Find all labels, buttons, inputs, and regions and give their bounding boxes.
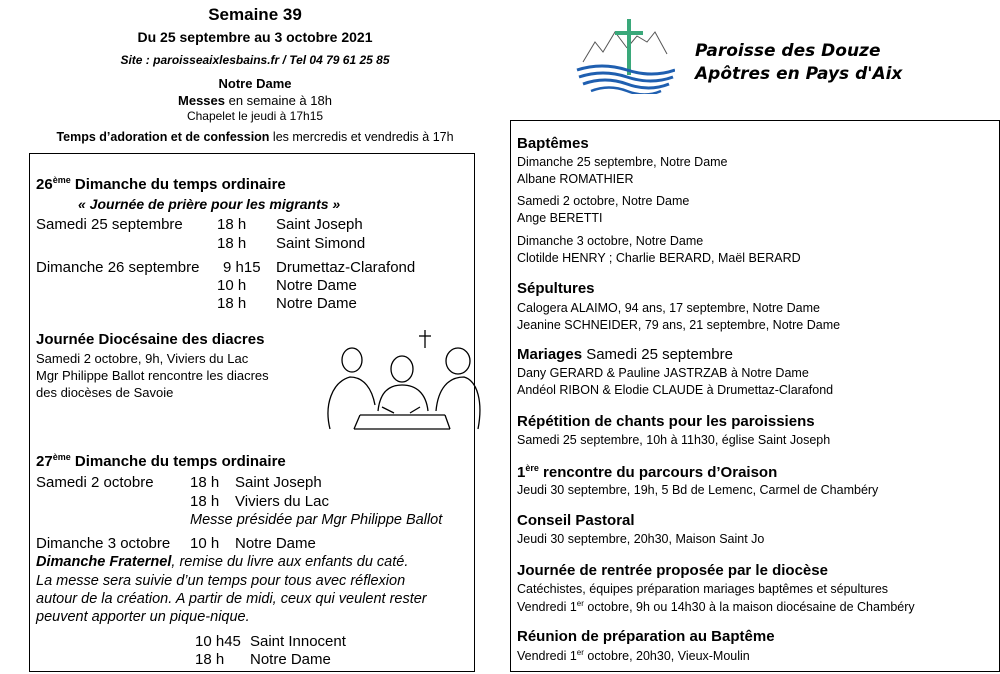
parish-logo-icon [575, 14, 675, 94]
baptemes-line: Samedi 2 octobre, Notre Dame [517, 194, 690, 208]
schedule-place: Saint Joseph [276, 216, 363, 233]
schedule-place: Notre Dame [250, 651, 331, 668]
sunday27-title [36, 452, 286, 470]
mariages-title [517, 346, 733, 363]
chants-line: Samedi 25 septembre, 10h à 11h30, église Saint Joseph [517, 433, 831, 447]
schedule-day: Dimanche 3 octobre [36, 535, 171, 552]
sunday26-sup: ème [52, 175, 71, 185]
oraison-sup: ère [525, 463, 539, 473]
chapelet-info: Chapelet le jeudi à 17h15 [186, 109, 324, 123]
rentree-sup: er [576, 599, 584, 608]
diacres-line: Mgr Philippe Ballot rencontre les diacres [36, 368, 269, 383]
rentree-line: Catéchistes, équipes préparation mariages baptêmes et sépultures [517, 582, 889, 596]
schedule-place: Notre Dame [235, 535, 316, 552]
week-dates: Du 25 septembre au 3 octobre 2021 [137, 29, 373, 45]
schedule-place: Saint Innocent [250, 633, 346, 650]
mass-schedule-box [29, 153, 475, 672]
schedule-time: 10 h [190, 535, 220, 552]
oraison-title [517, 463, 777, 481]
adoration-times: les mercredis et vendredis à 17h [269, 130, 454, 144]
diacres-title: Journée Diocésaine des diacres [36, 331, 265, 348]
sunday26-rest: Dimanche du temps ordinaire [70, 176, 286, 193]
chants-title: Répétition de chants pour les paroissiens [517, 413, 815, 430]
schedule-place: Viviers du Lac [235, 493, 329, 510]
sunday27-num: 27 [36, 453, 53, 470]
oraison-num: 1 [517, 464, 526, 481]
site-and-phone: Site : paroisseaixlesbains.fr / Tel 04 79 61 25 85 [120, 53, 390, 67]
sepultures-line: Jeanine SCHNEIDER, 79 ans, 21 septembre, Notre Dame [517, 318, 841, 332]
mariages-date: Samedi 25 septembre [582, 346, 733, 363]
schedule-time: 18 h [217, 235, 247, 252]
parish-name-line1: Paroisse des Douze [695, 41, 881, 61]
presided-note: Messe présidée par Mgr Philippe Ballot [190, 512, 443, 528]
parish-name [695, 40, 902, 86]
oraison-line: Jeudi 30 septembre, 19h, 5 Bd de Lemenc, Carmel de Chambéry [517, 483, 879, 497]
schedule-time: 10 h45 [195, 633, 241, 650]
sunday27-rest: Dimanche du temps ordinaire [70, 453, 286, 470]
sepultures-line: Calogera ALAIMO, 94 ans, 17 septembre, Notre Dame [517, 301, 820, 315]
schedule-time: 18 h [195, 651, 225, 668]
oraison-rest: rencontre du parcours d’Oraison [538, 464, 778, 481]
schedule-time: 10 h [217, 277, 247, 294]
schedule-day: Samedi 2 octobre [36, 474, 154, 491]
mariages-line: Andéol RIBON & Elodie CLAUDE à Drumettaz-Clarafond [517, 383, 834, 397]
diacres-line: Samedi 2 octobre, 9h, Viviers du Lac [36, 351, 249, 366]
baptemes-title: Baptêmes [517, 135, 589, 152]
messes-label: Messes [178, 93, 225, 108]
fraternel-label: Dimanche Fraternel [36, 554, 172, 570]
fraternel-line [36, 554, 408, 570]
mariages-label: Mariages [517, 346, 583, 363]
bapteme-prep-details: octobre, 20h30, Vieux-Moulin [583, 649, 750, 664]
diacres-line: des diocèses de Savoie [36, 385, 174, 400]
schedule-time: 18 h [217, 295, 247, 312]
fraternel-rest: , remise du livre aux enfants du caté. [171, 554, 409, 570]
fraternel-note: La messe sera suivie d’un temps pour tous avec réflexion [36, 573, 406, 589]
church-name: Notre Dame [218, 76, 292, 91]
rentree-title: Journée de rentrée proposée par le diocèse [517, 562, 828, 579]
schedule-day: Samedi 25 septembre [36, 216, 183, 233]
schedule-place: Notre Dame [276, 277, 357, 294]
sunday26-num: 26 [36, 176, 53, 193]
parish-news-box [510, 120, 1000, 672]
deacons-illustration-icon [320, 327, 485, 437]
rentree-line [517, 599, 915, 614]
baptemes-line: Ange BERETTI [517, 211, 603, 225]
adoration-info [30, 130, 480, 144]
bapteme-prep-title: Réunion de préparation au Baptême [517, 628, 775, 645]
adoration-label: Temps d’adoration et de confession [56, 130, 270, 144]
rentree-day: Vendredi 1 [517, 600, 577, 615]
conseil-line: Jeudi 30 septembre, 20h30, Maison Saint Jo [517, 532, 765, 546]
week-title: Semaine 39 [208, 5, 302, 24]
baptemes-line: Albane ROMATHIER [517, 172, 634, 186]
sunday26-title [36, 175, 286, 193]
bapteme-prep-line [517, 648, 750, 663]
schedule-place: Drumettaz-Clarafond [276, 259, 416, 276]
conseil-title: Conseil Pastoral [517, 512, 635, 529]
schedule-time: 18 h [217, 216, 247, 233]
schedule-time: 18 h [190, 493, 220, 510]
schedule-day: Dimanche 26 septembre [36, 259, 200, 276]
sepultures-title: Sépultures [517, 280, 595, 297]
sunday26-subtitle: « Journée de prière pour les migrants » [78, 196, 341, 212]
schedule-time: 9 h15 [223, 259, 261, 276]
fraternel-note: peuvent apporter un pique-nique. [36, 609, 250, 625]
messes-time: en semaine à 18h [225, 93, 332, 108]
fraternel-note: autour de la création. A partir de midi, ceux qui veulent rester [36, 591, 427, 607]
sunday27-sup: ème [52, 452, 71, 462]
schedule-time: 18 h [190, 474, 220, 491]
baptemes-line: Dimanche 25 septembre, Notre Dame [517, 155, 728, 169]
schedule-place: Saint Simond [276, 235, 366, 252]
baptemes-line: Dimanche 3 octobre, Notre Dame [517, 234, 704, 248]
schedule-place: Saint Joseph [235, 474, 322, 491]
baptemes-line: Clotilde HENRY ; Charlie BERARD, Maël BERARD [517, 251, 801, 265]
rentree-details: octobre, 9h ou 14h30 à la maison diocésaine de Chambéry [583, 600, 915, 615]
weekday-masses [30, 93, 480, 108]
schedule-place: Notre Dame [276, 295, 357, 312]
mariages-line: Dany GERARD & Pauline JASTRZAB à Notre Dame [517, 366, 809, 380]
bapteme-prep-sup: er [576, 648, 584, 657]
bapteme-prep-day: Vendredi 1 [517, 649, 577, 664]
parish-name-line2: Apôtres en Pays d'Aix [695, 64, 903, 84]
